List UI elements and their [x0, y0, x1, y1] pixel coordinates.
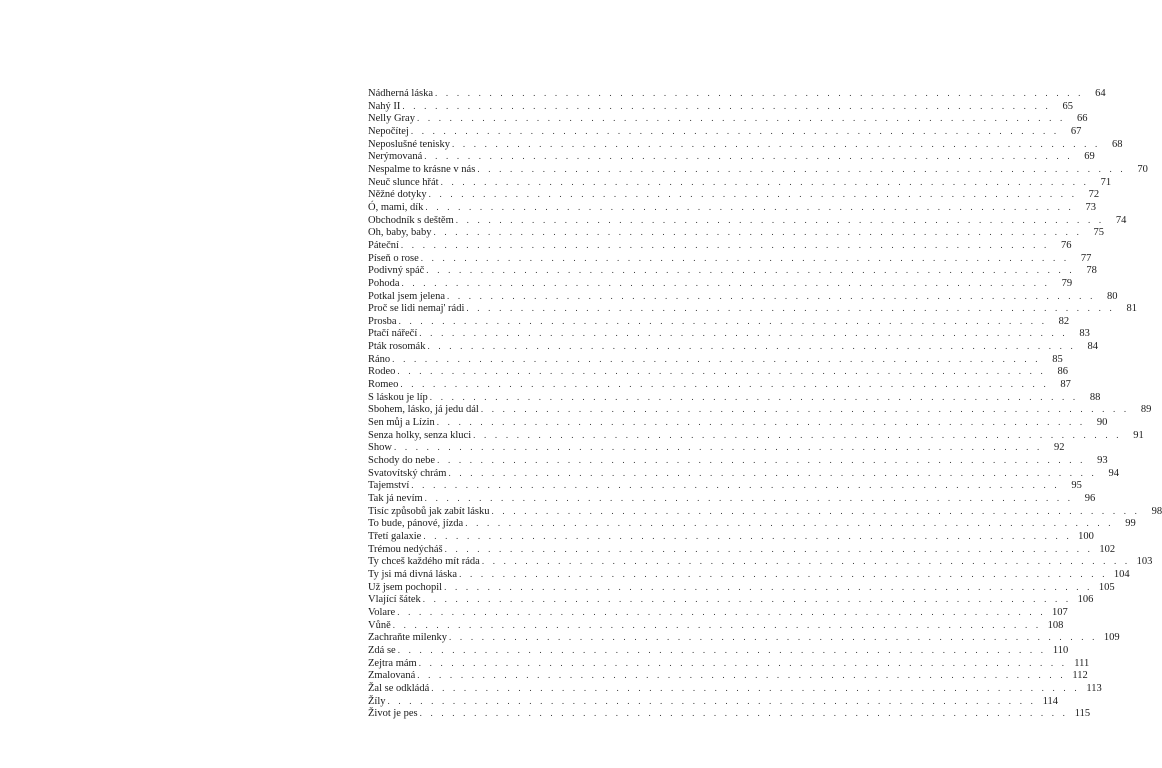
toc-entry [368, 606, 1068, 619]
toc-entry-page-number: 90 [1096, 417, 1108, 429]
toc-entry-page-number: 77 [1080, 252, 1092, 264]
toc-entry-title: Nádherná láska [368, 88, 434, 99]
dot-leader: . . . . . . . . . . . . . . . . . . . . . . . . . . . . . . . . . . . . . . . . . . . . . . . . . . . . . . . . . . . . [431, 682, 1080, 693]
toc-entry-title: Nepočítej [368, 125, 409, 137]
dot-leader: . . . . . . . . . . . . . . . . . . . . . . . . . . . . . . . . . . . . . . . . . . . . . . . . . . . . . . . . . . . . [411, 480, 1060, 491]
toc-entry-page-number: 115 [1074, 708, 1091, 720]
dot-leader: . . . . . . . . . . . . . . . . . . . . . . . . . . . . . . . . . . . . . . . . . . . . . . . . . . . . . . . . . . . . [451, 138, 1101, 149]
dot-leader: . . . . . . . . . . . . . . . . . . . . . . . . . . . . . . . . . . . . . . . . . . . . . . . . . . . . . . . . . . . . [416, 113, 1066, 124]
toc-entry-page-number: 73 [1085, 201, 1096, 213]
dot-leader: . . . . . . . . . . . . . . . . . . . . . . . . . . . . . . . . . . . . . . . . . . . . . . . . . . . . . . . . . . . . [397, 606, 1046, 617]
dot-leader: . . . . . . . . . . . . . . . . . . . . . . . . . . . . . . . . . . . . . . . . . . . . . . . . . . . . . . . . . . . . [435, 88, 1084, 98]
table-of-contents [368, 87, 1162, 720]
toc-entry [368, 669, 1088, 682]
toc-entry-title: Pták rosomák [368, 341, 426, 353]
toc-entry-title: Neposlušné tenisky [368, 138, 450, 150]
dot-leader: . . . . . . . . . . . . . . . . . . . . . . . . . . . . . . . . . . . . . . . . . . . . . . . . . . . . . . . . . . . . [424, 493, 1074, 503]
dot-leader: . . . . . . . . . . . . . . . . . . . . . . . . . . . . . . . . . . . . . . . . . . . . . . . . . . . . . . . . . . . . [459, 568, 1108, 579]
dot-leader: . . . . . . . . . . . . . . . . . . . . . . . . . . . . . . . . . . . . . . . . . . . . . . . . . . . . . . . . . . . . [449, 632, 1098, 643]
dot-leader: . . . . . . . . . . . . . . . . . . . . . . . . . . . . . . . . . . . . . . . . . . . . . . . . . . . . . . . . . . . . [481, 556, 1131, 567]
toc-entry [368, 378, 1071, 391]
toc-entry [368, 391, 1101, 404]
toc-entry-page-number: 114 [1042, 695, 1059, 707]
toc-entry-title: Nahý II [368, 100, 401, 112]
dot-leader: . . . . . . . . . . . . . . . . . . . . . . . . . . . . . . . . . . . . . . . . . . . . . . . . . . . . . . . . . . . . [398, 315, 1048, 326]
toc-entry-page-number: 89 [1140, 404, 1152, 416]
toc-entry [368, 327, 1090, 340]
toc-entry-page-number: 94 [1108, 467, 1120, 479]
toc-entry-title: Zdá se [368, 644, 396, 656]
toc-entry-title: Obchodník s deštěm [368, 214, 454, 226]
toc-entry-page-number: 93 [1097, 455, 1108, 467]
toc-entry [368, 505, 1162, 518]
toc-entry [368, 138, 1123, 151]
toc-entry-title: Třetí galaxie [368, 530, 422, 542]
toc-entry-page-number: 111 [1074, 657, 1090, 669]
dot-leader: . . . . . . . . . . . . . . . . . . . . . . . . . . . . . . . . . . . . . . . . . . . . . . . . . . . . . . . . . . . . [393, 442, 1043, 453]
dot-leader: . . . . . . . . . . . . . . . . . . . . . . . . . . . . . . . . . . . . . . . . . . . . . . . . . . . . . . . . . . . . [444, 543, 1094, 554]
toc-entry-title: Ptačí nářečí [368, 328, 418, 340]
dot-leader: . . . . . . . . . . . . . . . . . . . . . . . . . . . . . . . . . . . . . . . . . . . . . . . . . . . . . . . . . . . . [417, 670, 1066, 681]
toc-entry-page-number: 95 [1071, 480, 1082, 492]
toc-entry-title: Neuč slunce hřát [368, 176, 439, 188]
dot-leader: . . . . . . . . . . . . . . . . . . . . . . . . . . . . . . . . . . . . . . . . . . . . . . . . . . . . . . . . . . . . [440, 176, 1090, 187]
dot-leader: . . . . . . . . . . . . . . . . . . . . . . . . . . . . . . . . . . . . . . . . . . . . . . . . . . . . . . . . . . . . [397, 644, 1047, 655]
toc-entry-page-number: 82 [1058, 315, 1070, 327]
dot-leader: . . . . . . . . . . . . . . . . . . . . . . . . . . . . . . . . . . . . . . . . . . . . . . . . . . . . . . . . . . . . [427, 341, 1077, 352]
dot-leader: . . . . . . . . . . . . . . . . . . . . . . . . . . . . . . . . . . . . . . . . . . . . . . . . . . . . . . . . . . . . [423, 530, 1072, 541]
toc-entry [368, 252, 1092, 265]
toc-entry-page-number: 83 [1079, 328, 1090, 340]
toc-entry-page-number: 91 [1133, 429, 1144, 441]
toc-entry [368, 454, 1108, 467]
dot-leader: . . . . . . . . . . . . . . . . . . . . . . . . . . . . . . . . . . . . . . . . . . . . . . . . . . . . . . . . . . . . [446, 290, 1096, 301]
toc-entry-title: Trémou nedýcháš [368, 543, 443, 555]
toc-entry-page-number: 92 [1054, 442, 1065, 454]
toc-entry [368, 365, 1068, 378]
toc-entry-title: Podivný spáč [368, 265, 425, 277]
toc-entry [368, 682, 1102, 695]
toc-entry [368, 429, 1144, 442]
toc-entry-page-number: 65 [1062, 100, 1073, 112]
dot-leader: . . . . . . . . . . . . . . . . . . . . . . . . . . . . . . . . . . . . . . . . . . . . . . . . . . . . . . . . . . . . [419, 328, 1068, 339]
toc-entry [368, 479, 1082, 492]
dot-leader: . . . . . . . . . . . . . . . . . . . . . . . . . . . . . . . . . . . . . . . . . . . . . . . . . . . . . . . . . . . . [437, 455, 1086, 466]
dot-leader: . . . . . . . . . . . . . . . . . . . . . . . . . . . . . . . . . . . . . . . . . . . . . . . . . . . . . . . . . . . . [397, 366, 1046, 377]
toc-entry-page-number: 103 [1136, 556, 1153, 568]
toc-entry [368, 100, 1073, 113]
dot-leader: . . . . . . . . . . . . . . . . . . . . . . . . . . . . . . . . . . . . . . . . . . . . . . . . . . . . . . . . . . . . [424, 151, 1073, 162]
toc-entry [368, 631, 1120, 644]
dot-leader: . . . . . . . . . . . . . . . . . . . . . . . . . . . . . . . . . . . . . . . . . . . . . . . . . . . . . . . . . . . . [466, 303, 1115, 314]
toc-entry-page-number: 109 [1103, 632, 1120, 644]
toc-entry-page-number: 76 [1060, 239, 1072, 251]
toc-entry-page-number: 64 [1095, 88, 1106, 99]
toc-entry [368, 87, 1106, 100]
toc-entry-page-number: 68 [1112, 138, 1123, 150]
toc-entry-page-number: 71 [1100, 176, 1112, 188]
toc-entry-page-number: 87 [1060, 379, 1071, 391]
toc-entry-title: Nespalme to krásne v nás [368, 163, 476, 175]
toc-entry-title: Žal se odkládá [368, 682, 430, 694]
dot-leader: . . . . . . . . . . . . . . . . . . . . . . . . . . . . . . . . . . . . . . . . . . . . . . . . . . . . . . . . . . . . [444, 581, 1093, 592]
toc-entry [368, 125, 1082, 138]
toc-entry-title: Ty chceš každého mít ráda [368, 556, 480, 568]
toc-entry-title: Prosba [368, 315, 397, 327]
toc-entry-title: Proč se lidi nemaj' rádi [368, 303, 465, 315]
toc-entry-page-number: 80 [1107, 290, 1118, 302]
toc-entry-title: Nerýmovaná [368, 151, 423, 163]
toc-entry [368, 150, 1095, 163]
toc-entry [368, 467, 1120, 480]
dot-leader: . . . . . . . . . . . . . . . . . . . . . . . . . . . . . . . . . . . . . . . . . . . . . . . . . . . . . . . . . . . . [402, 100, 1051, 111]
toc-entry [368, 568, 1130, 581]
toc-entry [368, 201, 1096, 214]
toc-entry-title: Tajemství [368, 480, 410, 492]
dot-leader: . . . . . . . . . . . . . . . . . . . . . . . . . . . . . . . . . . . . . . . . . . . . . . . . . . . . . . . . . . . . [465, 518, 1114, 529]
dot-leader: . . . . . . . . . . . . . . . . . . . . . . . . . . . . . . . . . . . . . . . . . . . . . . . . . . . . . . . . . . . . [392, 353, 1041, 364]
toc-entry [368, 264, 1097, 277]
toc-entry-title: Schody do nebe [368, 455, 436, 467]
dot-leader: . . . . . . . . . . . . . . . . . . . . . . . . . . . . . . . . . . . . . . . . . . . . . . . . . . . . . . . . . . . . [422, 594, 1072, 605]
toc-entry [368, 277, 1073, 290]
toc-entry-page-number: 69 [1084, 151, 1095, 163]
toc-entry-page-number: 70 [1137, 163, 1148, 175]
toc-entry-title: Sen můj a Lízin [368, 417, 435, 429]
dot-leader: . . . . . . . . . . . . . . . . . . . . . . . . . . . . . . . . . . . . . . . . . . . . . . . . . . . . . . . . . . . . [420, 252, 1070, 263]
toc-entry-title: Potkal jsem jelena [368, 290, 445, 302]
toc-entry-page-number: 110 [1052, 644, 1069, 656]
toc-entry [368, 188, 1100, 201]
toc-entry-title: Svatovítský chrám [368, 467, 447, 479]
dot-leader: . . . . . . . . . . . . . . . . . . . . . . . . . . . . . . . . . . . . . . . . . . . . . . . . . . . . . . . . . . . . [410, 125, 1060, 136]
toc-entry [368, 695, 1059, 708]
toc-entry [368, 441, 1065, 454]
toc-entry [368, 581, 1115, 594]
toc-entry-page-number: 99 [1125, 518, 1136, 530]
toc-entry [368, 176, 1112, 189]
toc-entry-title: Rodeo [368, 366, 396, 378]
toc-entry-page-number: 113 [1086, 682, 1102, 694]
toc-entry-title: Romeo [368, 379, 399, 391]
toc-entry-page-number: 100 [1078, 530, 1094, 542]
toc-entry-title: Život je pes [368, 708, 418, 720]
toc-entry [368, 644, 1069, 657]
dot-leader: . . . . . . . . . . . . . . . . . . . . . . . . . . . . . . . . . . . . . . . . . . . . . . . . . . . . . . . . . . . . [400, 379, 1049, 390]
toc-entry [368, 619, 1064, 632]
dot-leader: . . . . . . . . . . . . . . . . . . . . . . . . . . . . . . . . . . . . . . . . . . . . . . . . . . . . . . . . . . . . [480, 404, 1130, 415]
toc-entry [368, 416, 1108, 429]
toc-entry [368, 657, 1090, 670]
toc-entry-page-number: 96 [1084, 493, 1096, 504]
dot-leader: . . . . . . . . . . . . . . . . . . . . . . . . . . . . . . . . . . . . . . . . . . . . . . . . . . . . . . . . . . . . [419, 708, 1069, 719]
toc-entry-page-number: 98 [1151, 505, 1162, 517]
toc-entry-title: To bude, pánové, jízda [368, 518, 464, 530]
toc-entry-title: Píseň o rose [368, 252, 419, 264]
toc-entry [368, 112, 1088, 125]
toc-entry [368, 517, 1136, 530]
dot-leader: . . . . . . . . . . . . . . . . . . . . . . . . . . . . . . . . . . . . . . . . . . . . . . . . . . . . . . . . . . . . [428, 189, 1078, 200]
dot-leader: . . . . . . . . . . . . . . . . . . . . . . . . . . . . . . . . . . . . . . . . . . . . . . . . . . . . . . . . . . . . [491, 505, 1141, 516]
dot-leader: . . . . . . . . . . . . . . . . . . . . . . . . . . . . . . . . . . . . . . . . . . . . . . . . . . . . . . . . . . . . [418, 657, 1068, 668]
toc-entry-page-number: 67 [1070, 125, 1082, 137]
toc-entry-title: Show [368, 442, 392, 454]
toc-entry [368, 530, 1094, 543]
toc-entry-page-number: 78 [1086, 265, 1097, 277]
toc-entry-page-number: 104 [1113, 568, 1130, 580]
toc-entry-page-number: 72 [1088, 189, 1100, 201]
toc-entry-title: S láskou je líp [368, 391, 428, 403]
toc-entry [368, 543, 1116, 556]
toc-entry-title: Senza holky, senza kluci [368, 429, 472, 441]
dot-leader: . . . . . . . . . . . . . . . . . . . . . . . . . . . . . . . . . . . . . . . . . . . . . . . . . . . . . . . . . . . . [425, 201, 1074, 212]
toc-entry-page-number: 75 [1093, 227, 1105, 239]
toc-entry [368, 353, 1063, 366]
toc-entry-title: Žíly [368, 695, 386, 707]
toc-entry-title: Ráno [368, 353, 391, 365]
toc-entry-page-number: 85 [1052, 353, 1063, 365]
toc-entry-title: Sbohem, lásko, já jedu dál [368, 404, 479, 416]
dot-leader: . . . . . . . . . . . . . . . . . . . . . . . . . . . . . . . . . . . . . . . . . . . . . . . . . . . . . . . . . . . . [400, 239, 1050, 250]
toc-entry-title: Tak já nevím [368, 493, 423, 504]
toc-entry [368, 226, 1105, 239]
toc-entry-page-number: 88 [1089, 391, 1101, 403]
toc-entry-page-number: 107 [1052, 606, 1068, 618]
toc-entry [368, 593, 1094, 606]
toc-entry-page-number: 112 [1072, 670, 1088, 682]
dot-leader: . . . . . . . . . . . . . . . . . . . . . . . . . . . . . . . . . . . . . . . . . . . . . . . . . . . . . . . . . . . . [448, 467, 1098, 478]
toc-entry [368, 555, 1153, 568]
toc-entry [368, 214, 1127, 227]
toc-entry [368, 239, 1072, 252]
toc-entry-title: Vlající šátek [368, 594, 421, 606]
toc-entry [368, 290, 1118, 303]
dot-leader: . . . . . . . . . . . . . . . . . . . . . . . . . . . . . . . . . . . . . . . . . . . . . . . . . . . . . . . . . . . . [387, 695, 1037, 706]
dot-leader: . . . . . . . . . . . . . . . . . . . . . . . . . . . . . . . . . . . . . . . . . . . . . . . . . . . . . . . . . . . . [455, 214, 1105, 225]
toc-entry-page-number: 108 [1047, 619, 1064, 631]
toc-entry [368, 492, 1096, 505]
toc-entry [368, 315, 1070, 328]
toc-entry [368, 163, 1148, 176]
dot-leader: . . . . . . . . . . . . . . . . . . . . . . . . . . . . . . . . . . . . . . . . . . . . . . . . . . . . . . . . . . . . [436, 417, 1086, 428]
dot-leader: . . . . . . . . . . . . . . . . . . . . . . . . . . . . . . . . . . . . . . . . . . . . . . . . . . . . . . . . . . . . [426, 265, 1075, 276]
toc-entry [368, 707, 1091, 720]
toc-entry-title: Vůně [368, 619, 391, 631]
toc-entry-title: Oh, baby, baby [368, 227, 432, 239]
dot-leader: . . . . . . . . . . . . . . . . . . . . . . . . . . . . . . . . . . . . . . . . . . . . . . . . . . . . . . . . . . . . [473, 429, 1122, 440]
toc-entry-page-number: 74 [1115, 214, 1127, 226]
dot-leader: . . . . . . . . . . . . . . . . . . . . . . . . . . . . . . . . . . . . . . . . . . . . . . . . . . . . . . . . . . . . [392, 619, 1042, 630]
toc-entry-title: Něžné dotyky [368, 189, 427, 201]
toc-entry-title: Volare [368, 606, 396, 618]
toc-entry-title: Tisíc způsobů jak zabít lásku [368, 505, 490, 517]
toc-entry-page-number: 66 [1077, 113, 1088, 125]
toc-entry-title: Pohoda [368, 277, 400, 289]
toc-entry [368, 403, 1152, 416]
toc-entry-title: Nelly Gray [368, 113, 415, 125]
toc-entry-title: Ó, mami, dík [368, 201, 424, 213]
dot-leader: . . . . . . . . . . . . . . . . . . . . . . . . . . . . . . . . . . . . . . . . . . . . . . . . . . . . . . . . . . . . [477, 163, 1126, 174]
toc-entry-page-number: 105 [1098, 581, 1115, 593]
toc-entry [368, 340, 1099, 353]
toc-entry-title: Zejtra mám [368, 657, 417, 669]
toc-entry-title: Ty jsi má divná láska [368, 568, 458, 580]
toc-entry-title: Zmalovaná [368, 670, 416, 682]
toc-entry-title: Zachraňte milenky [368, 632, 448, 644]
toc-entry-title: Páteční [368, 239, 399, 251]
dot-leader: . . . . . . . . . . . . . . . . . . . . . . . . . . . . . . . . . . . . . . . . . . . . . . . . . . . . . . . . . . . . [401, 277, 1051, 288]
toc-entry-page-number: 79 [1061, 277, 1073, 289]
toc-entry-page-number: 102 [1099, 543, 1116, 555]
toc-entry-title: Už jsem pochopil [368, 581, 443, 593]
toc-entry-page-number: 81 [1126, 303, 1137, 315]
toc-entry-page-number: 84 [1087, 341, 1099, 353]
toc-entry-page-number: 106 [1077, 594, 1094, 606]
dot-leader: . . . . . . . . . . . . . . . . . . . . . . . . . . . . . . . . . . . . . . . . . . . . . . . . . . . . . . . . . . . . [433, 227, 1083, 238]
toc-entry [368, 302, 1137, 315]
toc-entry-page-number: 86 [1057, 366, 1068, 378]
dot-leader: . . . . . . . . . . . . . . . . . . . . . . . . . . . . . . . . . . . . . . . . . . . . . . . . . . . . . . . . . . . . [429, 391, 1079, 402]
